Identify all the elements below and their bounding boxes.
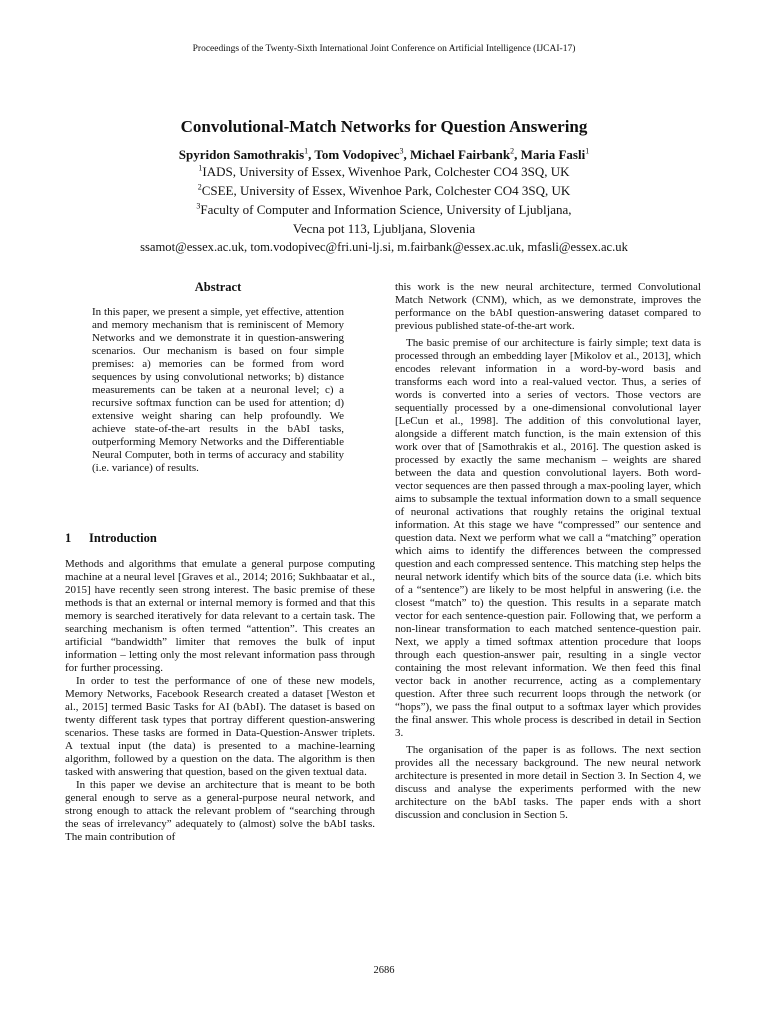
affiliation-mark: 3: [196, 201, 201, 211]
affiliation-text: CSEE, University of Essex, Wivenhoe Park, Colchester CO4 3SQ, UK: [201, 183, 571, 198]
paragraph: The organisation of the paper is as follows. The next section provides all the necessary background. The new neural network architecture is presented in more detail in Section 3. In Section 4, we discuss and analyse the experiments performed with the new architecture on the bAbI tasks. The paper ends with a short discussion and conclusion in Section 5.: [395, 744, 701, 821]
right-column-body: [395, 281, 701, 822]
affiliation-mark: 1: [198, 163, 203, 173]
paragraph: this work is the new neural architecture, termed Convolutional Match Network (CNM), which, as we demonstrate, improves the performance on the bAbI question-answering dataset compared to previous published state-of-the-art work.: [395, 281, 701, 332]
author-list: Spyridon Samothrakis$^1$, Tom Vodopivec$^3$, Michael Fairbank$^2$, Maria Fasli$^1$: [178, 146, 590, 162]
author-name: Tom Vodopivec: [314, 147, 400, 162]
affiliation-line: [0, 183, 768, 199]
affiliation-mark: 2: [197, 182, 202, 192]
author-affil-mark: 3: [399, 146, 404, 156]
paper-title: Convolutional-Match Networks for Question Answering: [180, 117, 588, 136]
section-number: 1: [65, 531, 72, 545]
abstract-heading: Abstract: [194, 280, 242, 294]
author-name: Michael Fairbank: [410, 147, 511, 162]
left-column-body: [65, 558, 375, 844]
paragraph: In order to test the performance of one of these new models, Memory Networks, Facebook Research created a dataset [Weston et al., 2015] termed Basic Tasks for AI (bAbI). The dataset is based on twenty different task types that portray different question-answering scenarios. These tasks are formed in Data-Question-Answer triplets. A textual input (the data) is presented to a machine-learning algorithm, followed by a question on the data. The algorithm is then tasked with answering that question, based on the given textual data.: [65, 675, 375, 778]
author-affil-mark: 1: [585, 146, 590, 156]
author-affil-mark: 2: [510, 146, 515, 156]
author-emails: ssamot@essex.ac.uk, tom.vodopivec@fri.uni-lj.si, m.fairbank@essex.ac.uk, mfasli@essex.ac.uk: [140, 240, 628, 254]
paragraph: Methods and algorithms that emulate a general purpose computing machine at a neural level [Graves et al., 2014; 2016; Sukhbaatar et al., 2015] have recently seen strong interest. The basic premise of these methods is that an external or internal memory is formed and that this memory is searched iteratively for data relevant to a certain task. The searching mechanism is often termed “attention”. This creates an artificial “bandwidth” limiter that removes the bulk of input information – letting only the most relevant information pass through for further processing.: [65, 558, 375, 674]
affiliation-line: [0, 221, 768, 237]
affiliation-line: [0, 164, 768, 180]
paragraph: In this paper we devise an architecture that is meant to be both general enough to serve as a general-purpose neural network, and strong enough to attack the relevant problem of “searching through the seas of irrelevancy” adequately to (almost) solve the bAbI tasks. The main contribution of: [65, 779, 375, 843]
section-heading: [65, 531, 157, 546]
affiliation-text: Vecna pot 113, Ljubljana, Slovenia: [292, 221, 476, 236]
section-title: Introduction: [89, 531, 157, 545]
page-number: 2686: [373, 965, 395, 976]
affiliation-text: IADS, University of Essex, Wivenhoe Park, Colchester CO4 3SQ, UK: [202, 164, 570, 179]
abstract-text: In this paper, we present a simple, yet effective, attention and memory mechanism that is reminiscent of Memory Networks and we demonstrate it in question-answering scenarios. Our mechanism is based on four simple premises: a) memories can be formed from word sequences by using convolutional networks; b) distance measurements can be taken at a neuronal level; c) a recursive softmax function can be used for attention; d) extensive weight sharing can help profoundly. We achieve state-of-the-art results in the bAbI tasks, outperforming Memory Networks and the Differentiable Neural Computer, both in terms of accuracy and stability (i.e. variance) of results.: [92, 306, 344, 474]
affiliation-text: Faculty of Computer and Information Science, University of Ljubljana,: [200, 202, 572, 217]
author-name: Maria Fasli: [520, 147, 586, 162]
affiliation-line: [0, 202, 768, 218]
author-affil-mark: 1: [304, 146, 309, 156]
proceedings-header: Proceedings of the Twenty-Sixth International Joint Conference on Artificial Intelligence (IJCAI-17): [192, 44, 576, 54]
paragraph: The basic premise of our architecture is fairly simple; text data is processed through an embedding layer [Mikolov et al., 2013], which encodes relevant information in a word-by-word basis and transforms each word into a real-valued vector. Thus, a series of words is converted into a series of vectors. Those vectors are sequentially processed by a one-dimensional convolutional layer [LeCun et al., 1998]. The addition of this convolutional layer, alongside a different match function, is the main extension of this work over that of [Samothrakis et al., 2016]. The question asked is processed by exactly the same mechanism – weights are shared between the data and question convolutional layers. Both word-vector sequences are then passed through a max-pooling layer, which aims to subsample the textual information down to a small sequence of neuronal activations that roughly retains the original textual information. At this stage we have “compressed” our sentence and question data. Next we perform what we call a “matching” operation which aims to identify the differences between the compressed question and each compressed sentence. This matching step helps the neural network identify which bits of the source data (i.e. which bits of a “sentence”) are likely to be most helpful in answering (i.e. the closest “match” to) the question. This results in a separate match vector for each sentence-question pair. Following that, we perform a non-linear transformation to each matched sentence-question pair. Next, we apply a timed softmax attention procedure that loops through each question-answer pair, resulting in a single vector containing the most relevant information. We then feed this final vector back in another recurrence, acting as a complementary question. After three such recurrent loops through the network (or “hops”), we pass the final output to a softmax layer which provides the final answer. This whole process is described in detail in Section 3.: [395, 337, 701, 739]
abstract-body: [92, 306, 344, 475]
author-name: Spyridon Samothrakis: [178, 147, 305, 162]
